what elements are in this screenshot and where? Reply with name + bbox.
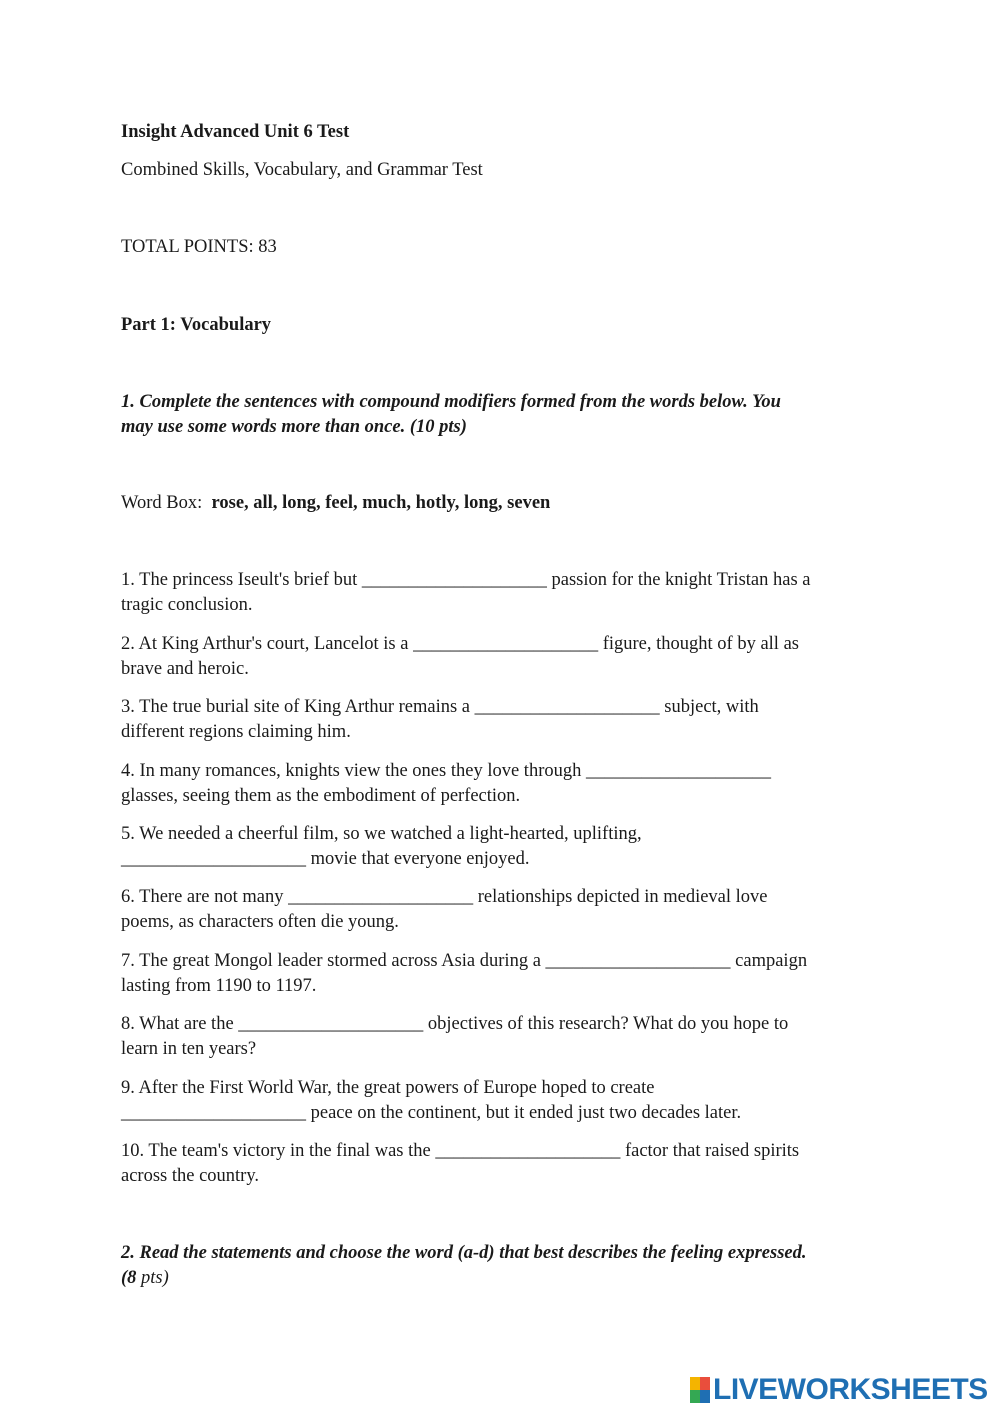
question-line: 6. There are not many ____________________ relationships depicted in medieval love: [121, 887, 768, 907]
question-line: glasses, seeing them as the embodiment of perfection.: [121, 786, 521, 806]
question-line: tragic conclusion.: [121, 595, 253, 615]
question-line: ____________________ peace on the continent, but it ended just two decades later.: [121, 1103, 742, 1123]
liveworksheets-logo-icon: [690, 1377, 710, 1403]
total-points: TOTAL POINTS: 83: [121, 237, 277, 257]
question-item-6: [121, 885, 891, 935]
question-line: poems, as characters often die young.: [121, 912, 399, 932]
liveworksheets-logo-text: LIVEWORKSHEETS: [713, 1373, 988, 1406]
instruction-2-points-open: (8: [121, 1268, 137, 1288]
question-item-8: [121, 1012, 891, 1062]
instruction-1-line-1: 1. Complete the sentences with compound modifiers formed from the words below. You: [121, 392, 781, 412]
instruction-1-line-2: may use some words more than once. (10 pts): [121, 417, 467, 437]
question-line: 10. The team's victory in the final was the ____________________ factor that raised spirits: [121, 1141, 800, 1161]
instruction-2-points-unit: pts: [136, 1268, 163, 1288]
question-item-9: [121, 1076, 891, 1126]
question-item-3: [121, 695, 891, 745]
question-line: brave and heroic.: [121, 659, 249, 679]
question-item-2: [121, 632, 891, 682]
question-line: learn in ten years?: [121, 1039, 257, 1059]
question-line: 9. After the First World War, the great powers of Europe hoped to create: [121, 1078, 655, 1098]
question-line: ____________________ movie that everyone enjoyed.: [121, 849, 530, 869]
question-line: different regions claiming him.: [121, 722, 351, 742]
word-box-words: rose, all, long, feel, much, hotly, long, seven: [211, 493, 551, 513]
question-line: 3. The true burial site of King Arthur remains a ____________________ subject, with: [121, 697, 759, 717]
test-title: Insight Advanced Unit 6 Test: [121, 122, 350, 142]
question-item-5: [121, 822, 891, 872]
liveworksheets-logo[interactable]: [690, 1374, 988, 1406]
question-line: 5. We needed a cheerful film, so we watched a light-hearted, uplifting,: [121, 824, 642, 844]
test-subtitle: Combined Skills, Vocabulary, and Grammar Test: [121, 160, 483, 180]
instruction-2-points-close: ): [162, 1268, 169, 1288]
instruction-2-line-1: 2. Read the statements and choose the word (a-d) that best describes the feeling expressed.: [121, 1243, 807, 1263]
word-box-label: Word Box:: [121, 493, 203, 513]
question-item-1: [121, 568, 891, 618]
question-line: 1. The princess Iseult's brief but ____________________ passion for the knight Tristan has a: [121, 570, 811, 590]
part1-heading: Part 1: Vocabulary: [121, 315, 272, 335]
question-line: 8. What are the ____________________ objectives of this research? What do you hope to: [121, 1014, 789, 1034]
question-line: 2. At King Arthur's court, Lancelot is a ____________________ figure, thought of by all as: [121, 634, 799, 654]
word-box: [121, 491, 550, 516]
instruction-2-line-2: [121, 1266, 169, 1291]
question-line: 4. In many romances, knights view the ones they love through ____________________: [121, 761, 771, 781]
question-item-7: [121, 949, 891, 999]
question-item-4: [121, 759, 891, 809]
question-line: 7. The great Mongol leader stormed across Asia during a ____________________ campaign: [121, 951, 808, 971]
question-line: lasting from 1190 to 1197.: [121, 976, 317, 996]
question-item-10: [121, 1139, 891, 1189]
question-line: across the country.: [121, 1166, 260, 1186]
